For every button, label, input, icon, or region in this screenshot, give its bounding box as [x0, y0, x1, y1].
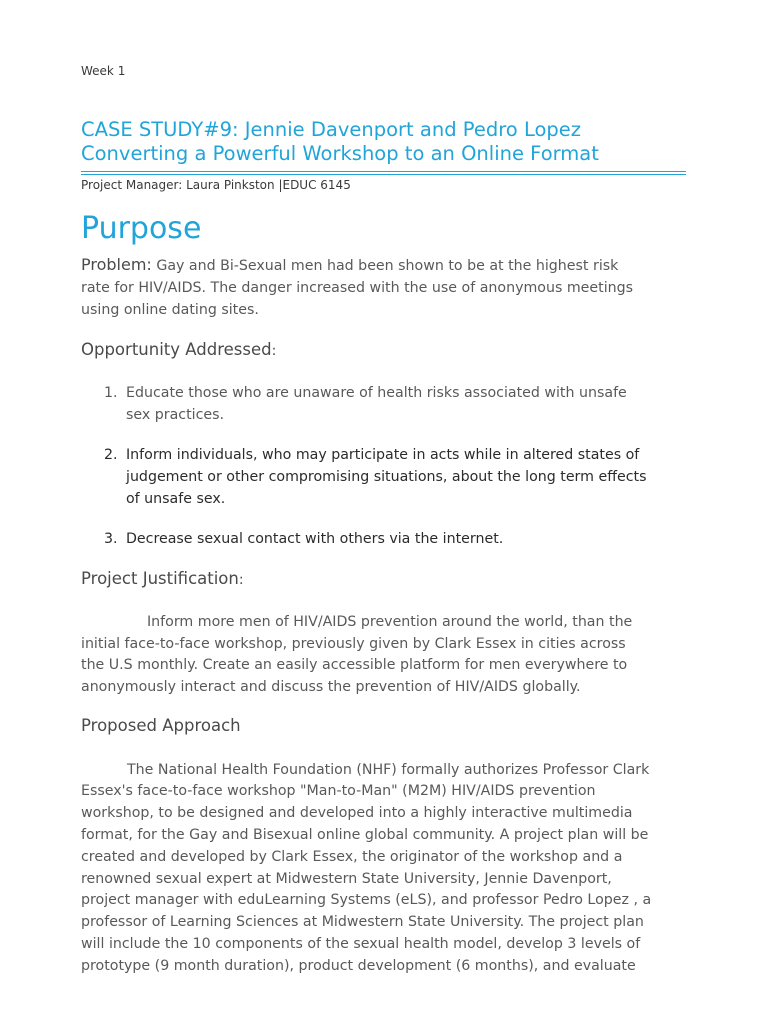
approach-line: will include the 10 components of the sexual health model, develop 3 levels of [81, 936, 641, 952]
list-item-line: of unsafe sex. [126, 491, 226, 507]
justification-heading [81, 569, 244, 588]
title-divider-secondary [81, 174, 686, 175]
list-number: 1. [104, 385, 118, 401]
approach-heading: Proposed Approach [81, 716, 241, 735]
title-divider [81, 171, 686, 172]
case-study-subtitle: Converting a Powerful Workshop to an Online Format [81, 142, 599, 165]
justification-line: initial face-to-face workshop, previously given by Clark Essex in cities across [81, 636, 626, 652]
problem-label: Problem: [81, 255, 152, 274]
approach-line: project manager with eduLearning Systems (eLS), and professor Pedro Lopez , a [81, 892, 652, 908]
opportunity-heading-text: Opportunity Addressed [81, 340, 272, 359]
approach-line: renowned sexual expert at Midwestern State University, Jennie Davenport, [81, 871, 612, 887]
opportunity-heading-colon: : [271, 343, 277, 359]
problem-text: Gay and Bi-Sexual men had been shown to be at the highest risk [151, 258, 619, 274]
approach-line: created and developed by Clark Essex, the originator of the workshop and a [81, 849, 623, 865]
purpose-heading: Purpose [81, 211, 202, 246]
list-item-line: judgement or other compromising situations, about the long term effects [126, 469, 647, 485]
justification-heading-colon: : [238, 572, 244, 588]
list-item-line: Educate those who are unaware of health risks associated with unsafe [126, 385, 627, 401]
approach-line: format, for the Gay and Bisexual online global community. A project plan will be [81, 827, 649, 843]
list-number: 2. [104, 447, 118, 463]
justification-line: Inform more men of HIV/AIDS prevention around the world, than the [147, 614, 633, 630]
justification-line: the U.S monthly. Create an easily accessible platform for men everywhere to [81, 657, 628, 673]
approach-line: Essex's face-to-face workshop "Man-to-Man" (M2M) HIV/AIDS prevention [81, 783, 596, 799]
approach-line: prototype (9 month duration), product development (6 months), and evaluate [81, 958, 636, 974]
justification-heading-text: Project Justification [81, 569, 239, 588]
project-manager-line: Project Manager: Laura Pinkston |EDUC 6145 [81, 178, 351, 192]
problem-line-3: using online dating sites. [81, 302, 259, 318]
case-study-title: CASE STUDY#9: Jennie Davenport and Pedro Lopez [81, 118, 582, 141]
problem-line-2: rate for HIV/AIDS. The danger increased with the use of anonymous meetings [81, 280, 634, 296]
approach-line: professor of Learning Sciences at Midwestern State University. The project plan [81, 914, 644, 930]
week-label: Week 1 [81, 64, 126, 78]
opportunity-heading [81, 340, 276, 359]
justification-line: anonymously interact and discuss the prevention of HIV/AIDS globally. [81, 679, 581, 695]
list-number: 3. [104, 531, 118, 547]
list-item-line: Decrease sexual contact with others via the internet. [126, 531, 504, 547]
list-item-line: Inform individuals, who may participate in acts while in altered states of [126, 447, 640, 463]
approach-line: The National Health Foundation (NHF) formally authorizes Professor Clark [127, 762, 650, 778]
problem-line-1 [81, 254, 618, 277]
approach-line: workshop, to be designed and developed into a highly interactive multimedia [81, 805, 633, 821]
list-item-line: sex practices. [126, 407, 225, 423]
